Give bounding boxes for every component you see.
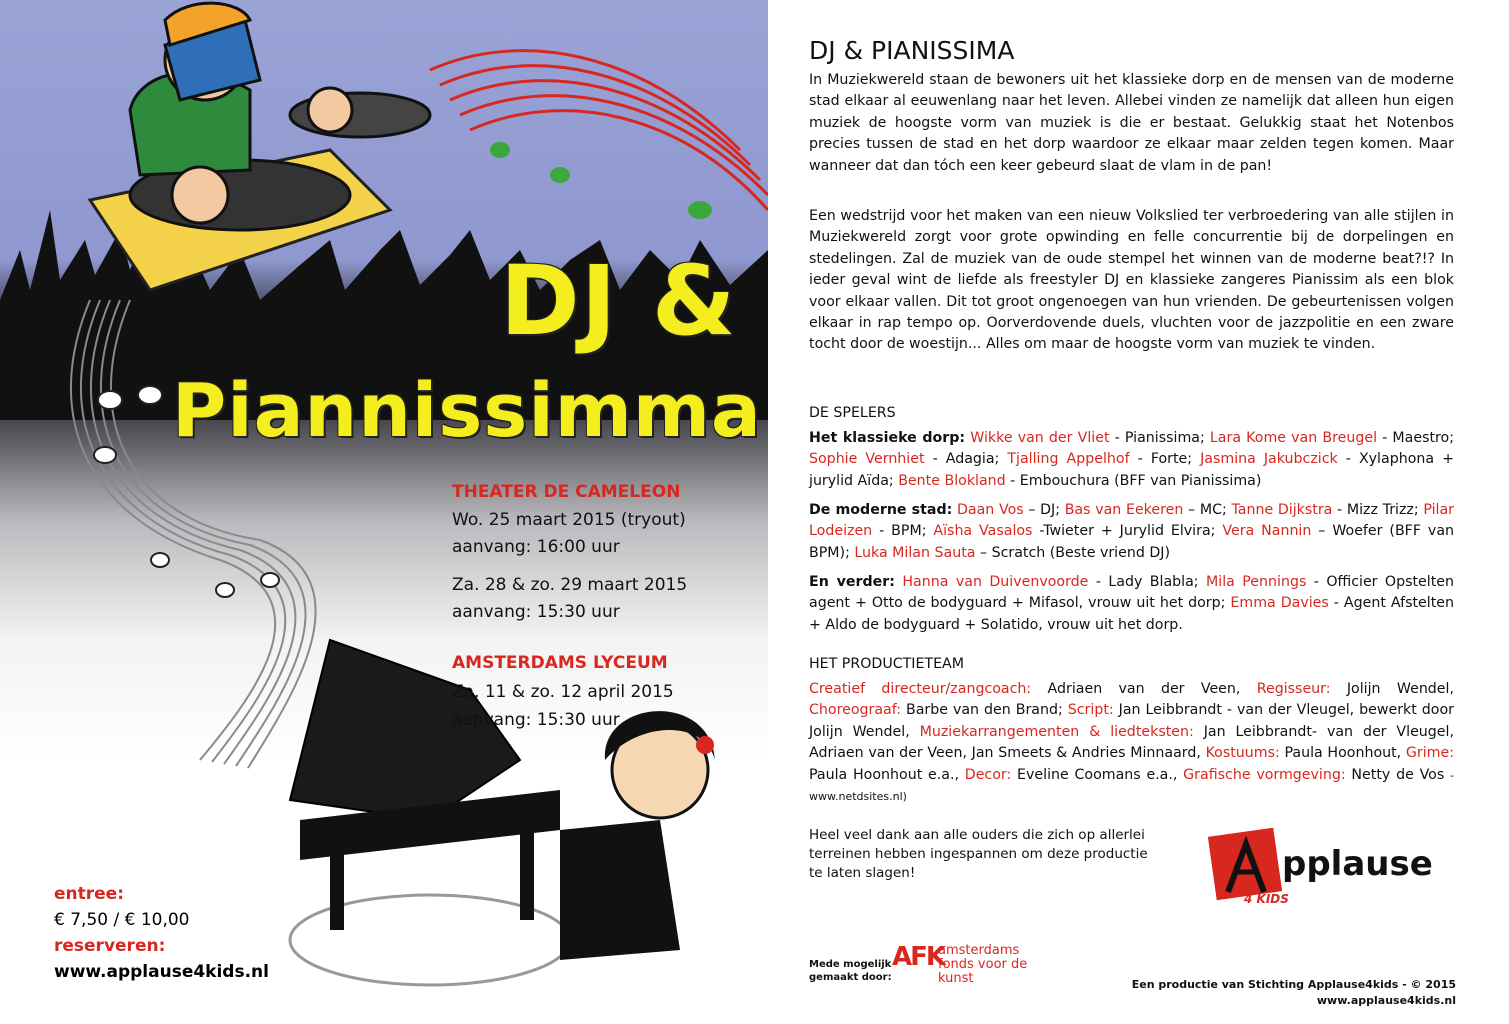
cast-group-label: En verder:: [809, 574, 895, 590]
green-notes: [490, 142, 712, 219]
cast-role: – Scratch (Beste vriend DJ): [975, 544, 1171, 561]
info-panel: [768, 0, 1509, 1024]
show-date: Wo. 25 maart 2015 (tryout): [452, 510, 686, 530]
production-team: [809, 679, 1454, 807]
cast-role: -Twieter + Jurylid Elvira;: [1032, 523, 1223, 540]
logo-a-glyph: [1212, 830, 1282, 900]
cast-name: Tanne Dijkstra: [1231, 502, 1333, 518]
cast-verder: [809, 572, 1454, 636]
afk-name: [938, 944, 1027, 986]
afk-line: fonds voor de: [938, 957, 1028, 972]
cast-stad: [809, 500, 1454, 564]
cast-role: - Mizz Trizz;: [1332, 502, 1424, 518]
team-heading: HET PRODUCTIETEAM: [809, 656, 964, 672]
team-member: Paula Hoonhout e.a.,: [809, 766, 965, 783]
afk-line: kunst: [938, 971, 974, 986]
cast-role: - Embouchura (BFF van Pianissima): [1005, 472, 1262, 489]
footer-credit: Een productie van Stichting Applause4kids - © 2015: [1131, 978, 1456, 991]
cast-list: [809, 574, 1454, 633]
team-member: Jan Leibbrandt- van der Vleugel, Adriaen van der Veen, Jan Smeets & Andries Minnaard,: [809, 723, 1454, 762]
cast-name: Tjalling Appelhof: [1007, 451, 1130, 468]
team-member: Eveline Coomans e.a.,: [1011, 766, 1184, 783]
cast-role: - Lady Blabla;: [1088, 574, 1207, 590]
cast-role: – DJ;: [1023, 502, 1065, 518]
team-member: Jan Leibbrandt - van der Vleugel, bewerkt door Jolijn Wendel,: [809, 702, 1454, 740]
team-role: Regisseur:: [1256, 681, 1331, 697]
show-date: Za. 11 & zo. 12 april 2015: [452, 682, 674, 702]
cast-name: Jasmina Jakubczick: [1200, 451, 1338, 468]
cast-name: Emma Davies: [1230, 595, 1329, 612]
venue-cameleon: THEATER DE CAMELEON: [452, 482, 681, 502]
venue-lyceum: AMSTERDAMS LYCEUM: [452, 653, 668, 673]
dj-character: [90, 3, 430, 290]
poster-title-line1: DJ &: [500, 245, 737, 357]
team-member: Netty de Vos: [1345, 766, 1451, 783]
logo-sub: 4 KIDS: [1244, 892, 1289, 906]
cast-role: - Xylaphona + jurylid Aïda;: [809, 451, 1454, 489]
show-time: aanvang: 15:30 uur: [452, 602, 620, 622]
cast-name: Sophie Vernhiet: [809, 451, 925, 468]
team-role: Decor:: [964, 766, 1012, 783]
cast-role: – MC;: [1183, 502, 1232, 518]
cast-name: Luka Milan Sauta: [854, 544, 976, 561]
team-member: Adriaen van der Veen,: [1031, 681, 1257, 697]
cast-name: Daan Vos: [956, 502, 1024, 518]
team-role: Muziekarrangementen & liedteksten:: [919, 723, 1194, 740]
cast-role: – Woefer (BFF van BPM);: [809, 523, 1455, 561]
synopsis-paragraph-2: Een wedstrijd voor het maken van een nieuw Volkslied ter verbroedering van alle stijlen in Muziekwereld zorgt voor grote opwinding en felle concurrentie bij de dorpelingen en stedelingen. Zal de muziek van de oude stempel het winnen van de moderne beat?!? In ieder geval wint de liefde als freestyler DJ en klassieke zangeres Pianissim als een blok voor elkaar vallen. Dit tot groot ongenoegen van hun vrienden. De gebeurtenissen volgen elkaar in rap tempo op. Oorverdovende duels, vluchten voor de jazzpolitie en een zware tocht door de woestijn... Alles om maar de hoogste vorm van muziek te vinden.: [809, 208, 1454, 353]
credit-site: - www.netdsites.nl): [809, 768, 1455, 804]
team-member: Paula Hoonhout,: [1279, 745, 1406, 762]
cast-name: Bente Blokland: [898, 472, 1006, 489]
afk-line: amsterdams: [938, 943, 1020, 958]
cast-role: - Adagia;: [924, 451, 1008, 468]
reserve-label: reserveren:: [54, 936, 166, 956]
cast-role: - Forte;: [1129, 451, 1201, 468]
team-role: Grafische vormgeving:: [1183, 766, 1346, 783]
show-time: aanvang: 15:30 uur: [452, 710, 620, 730]
thanks-text: Heel veel dank aan alle ouders die zich op allerlei terreinen hebben ingespannen om deze productie te laten slagen!: [809, 827, 1148, 881]
cast-role: - Agent Afstelten + Aldo de bodyguard + Solatido, vrouw uit het dorp.: [809, 595, 1454, 633]
footer-url[interactable]: www.applause4kids.nl: [1316, 994, 1456, 1007]
applause-logo: [1212, 826, 1442, 916]
spelers-heading: DE SPELERS: [809, 405, 896, 421]
cast-group-label: De moderne stad:: [809, 502, 953, 518]
cast-name: Hanna van Duivenvoorde: [902, 574, 1089, 590]
cast-name: Wikke van der Vliet: [970, 430, 1110, 446]
poster-title-line2: Piannissimma: [172, 368, 762, 454]
cast-name: Lara Kome van Breugel: [1209, 430, 1378, 446]
cast-dorp: [809, 428, 1454, 492]
team-role: Kostuums:: [1205, 745, 1280, 762]
cast-name: Bas van Eekeren: [1064, 502, 1184, 518]
cast-name: Pilar Lodeizen: [809, 502, 1455, 540]
team-role: Script:: [1067, 702, 1114, 719]
red-staff: [430, 51, 768, 210]
entree-price: € 7,50 / € 10,00: [54, 910, 190, 930]
team-member: Jolijn Wendel,: [1330, 681, 1454, 697]
cast-role: - BPM;: [872, 523, 934, 540]
cast-role: - Pianissima;: [1109, 430, 1210, 446]
team-member: Barbe van den Brand;: [901, 702, 1068, 719]
show-date: Za. 28 & zo. 29 maart 2015: [452, 575, 688, 595]
team-role: Grime:: [1405, 745, 1454, 762]
show-time: aanvang: 16:00 uur: [452, 537, 620, 557]
team-list: [809, 681, 1454, 783]
entree-label: entree:: [54, 884, 125, 904]
reserve-url[interactable]: www.applause4kids.nl: [54, 962, 269, 982]
cast-name: Vera Nannin: [1222, 523, 1312, 540]
cast-role: - Officier Opstelten agent + Otto de bodyguard + Mifasol, vrouw uit het dorp;: [809, 574, 1455, 612]
supported-by: Mede mogelijk gemaakt door:: [809, 959, 892, 983]
afk-logo: AFK: [892, 942, 945, 972]
team-role: Choreograaf:: [809, 702, 902, 719]
cast-name: Aïsha Vasalos: [933, 523, 1033, 540]
cast-group-label: Het klassieke dorp:: [809, 430, 966, 446]
info-heading: DJ & PIANISSIMA: [809, 36, 1015, 65]
cast-name: Mila Pennings: [1206, 574, 1307, 590]
team-role: Creatief directeur/zangcoach:: [809, 681, 1032, 697]
logo-word: pplause: [1282, 844, 1433, 884]
synopsis-paragraph-1: In Muziekwereld staan de bewoners uit het klassieke dorp en de mensen van de moderne stad elkaar al eeuwenlang naar het leven. Allebei vinden ze namelijk dat alleen hun eigen muziek de hoogste vorm van muziek is die er bestaat. Gelukkig staat het Notenbos precies tussen de stad en het dorp waardoor ze elkaar maar zelden tegen komen. Maar wanneer dat dan tóch een keer gebeurd slaat de vlam in de pan!: [809, 72, 1454, 174]
cast-role: - Maestro;: [1377, 430, 1455, 446]
